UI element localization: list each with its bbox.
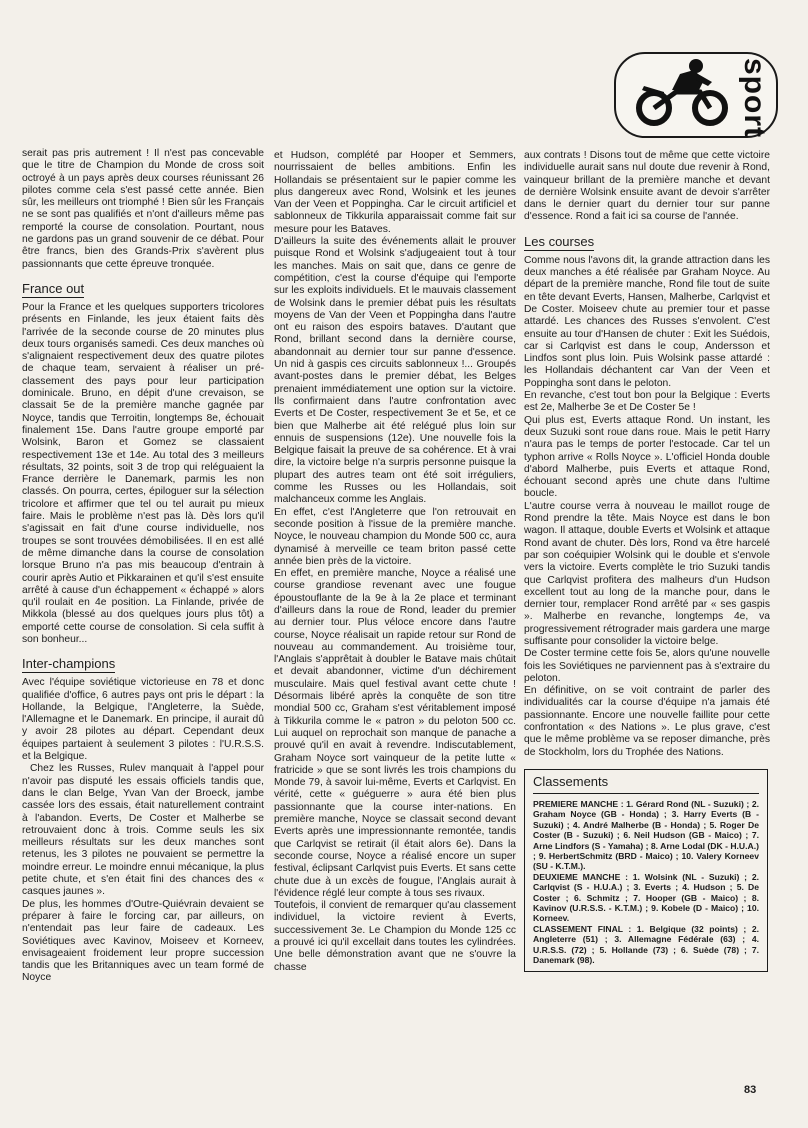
paragraph: Chez les Russes, Rulev manquait à l'appel pour n'avoir pas disputé les essais officiels tandis que, dans le clan Belge, Yvan Van der Broeck, jambe cassée lors des essais, était naturellement contraint à l'abandon. Everts, De Coster et Malherbe se retrouvaient donc à trois. Comme seuls les six meilleurs résultats sur les deux manches sont retenus, les 3 pilotes ne pouvaient se permettre la moindre erreur. Le moindre ennui mécanique, la plus petite chute, et s'en était fini des chances des « casques jaunes ». xyxy=(22,763,264,898)
paragraph: Avec l'équipe soviétique victorieuse en 78 et donc qualifiée d'office, 6 autres pays ont pris le départ : la Hollande, la Belgique, l'Angleterre, la Suède, l'Allemagne et le Danemark. En principe, il aurait dû y avoir 28 pilotes au départ. Cependant deux équipes partaient à seulement 3 pilotes : l'U.R.S.S. et la Belgique. xyxy=(22,677,264,763)
classements-box xyxy=(524,769,768,973)
paragraph: D'ailleurs la suite des événements allait le prouver puisque Rond et Wolsink s'adjugeaient tout à tour les manches. Mais on sait que, dans ce genre de compétition, c'est la course d'équipe qui l'emporte sur les exploits individuels. Et le mauvais classement de Wolsink dans le premier débat puis les résultats moyens de Van der Veen et Poppingha dans l'autre ont eu raison des espoirs bataves. D'autant que Rond, brillant second dans la dernière course, abandonnait au dernier tour sur panne d'essence. Un nid à gaspis ces circuits sablonneux !... Groupés avant-postes dans le premier débat, les Belges prenaient immédiatement une option sur la victoire. Ils confirmaient dans l'autre confrontation avec Everts et De Coster, respectivement 3e et 5e, et ce bien que Malherbe ait été relégué plus loin sur ennuis de suspensions (12e). Une nouvelle fois la Belgique faisait la preuve de sa cohérence. Et à vrai dire, la victoire belge n'a surpris personne puisque la plupart des autres team ont été soit irréguliers, comme les Russes ou les Hollandais, soit malchanceux comme les Anglais. xyxy=(274,236,516,506)
section-heading-inter-champions: Inter-champions xyxy=(22,656,116,672)
paragraph: De Coster termine cette fois 5e, alors qu'une nouvelle fois les Soviétiques ne parviennent pas à s'extraire du peloton. xyxy=(524,648,770,684)
paragraph: En revanche, c'est tout bon pour la Belgique : Everts est 2e, Malherbe 3e et De Coster 5e ! xyxy=(524,390,770,414)
paragraph: En définitive, on se voit contraint de parler des individualités car la course d'équipe n'a jamais été passionnante. Encore une nouvelle faillite pour cette confrontation « des Nations ». Le plus grave, c'est que le même problème va se reposer dimanche, près de Stockholm, lors du Trophée des Nations. xyxy=(524,685,770,758)
paragraph: Qui plus est, Everts attaque Rond. Un instant, les deux Suzuki sont roue dans roue. Mais le petit Harry n'aura pas le temps de porter l'estocade. Car tel un typhon arrive « Rolls Noyce ». L'officiel Honda double d'abord Malherbe, puis Everts et attaque Rond, échouant second après une chute dans l'ultime boucle. xyxy=(524,414,770,500)
classements-title: Classements xyxy=(533,774,759,794)
paragraph: En effet, en première manche, Noyce a réalisé une course grandiose revenant avec une fougue époustouflante de la 9e à la 2e place et terminant d'ailleurs dans la roue de Rond, leader du premier au dernier tour. Plus véloce encore dans l'autre course, Noyce réalisait un rapide retour sur Rond de nouveau au commandement. Au troisième tour, l'Anglais s'apprêtait à doubler le Batave mais chûtait et devait abandonner, victime d'un déchirement musculaire. Mais quel festival avant cette chute ! Désormais libéré après la conquête de son titre mondial 500 cc, Graham s'est véritablement imposé à Tikkurila comme le « patron » du peloton 500 cc. Lui auquel on reprochait son manque de panache a prouvé qu'il en avait à revendre. Indiscutablement, Graham Noyce sort vainqueur de la petite lutte « fratricide » que se sont livrés les trois champions du Monde 79, à savoir lui-même, Everts et Carlqvist. En vérité, cette « guéguerre » aura été bien plus passionnante que la course inter-nations. En première manche, Noyce se classait second devant Everts après une impressionnante remontée, tandis que Carlqvist se retirait (il était alors 6e). Dans la seconde course, Noyce a réalisé encore un super festival, éclipsant Carlqvist puis Everts. Et sans cette chute due à un excès de fougue, l'Anglais aurait à l'évidence réglé leur compte à tous ses rivaux. xyxy=(274,568,516,899)
article-column-2 xyxy=(274,150,516,974)
paragraph: Pour la France et les quelques supporters tricolores présents en Finlande, les jeux étaient faits dès l'arrivée de la seconde course de 20 minutes plus deux tours organisés samedi. Ces deux manches où s'alignaient respectivement deux des quatre pilotes de chaque team, servaient à réaliser un pré-classement des pays pour leur participation dominicale. Bruno, en dépit d'une crevaison, se classait 5e de la première manche gagnée par Noyce, tandis que Terroitin, longtemps 8e, échouait finalement 15e. Dans l'autre groupe emporté par Wolsink, Baron et Gomez se classaient respectivement 13e et 14e. Au total des 3 meilleurs résultats, 32 points, soit 3 de trop qui reléguaient la France derrière le Danemark, parmis les non classés. On pourra, certes, épiloguer sur la sélection tricolore et affirmer que tel ou tel aurait pu mieux faire. Mais le problème n'est pas là. Dès lors qu'il s'agissait en fait d'une course individuelle, nos troupes se sont trouvées démobilisées. Il en est allé de même dimanche dans la course de consolation lorsque Bruno n'a pas mis beaucoup d'entrain à courir après Autio et Pikkarainen et qu'il s'est ensuite arrêté à cause d'un échappement « échappé » alors qu'il roulait en 4e position. La Finlande, privée de Mikkola (blessé au dos quelques jours plus tôt) a emporté cette course de consolation. Si cela suffit à son bonheur... xyxy=(22,301,264,645)
paragraph: En effet, c'est l'Angleterre que l'on retrouvait en seconde position à l'issue de la première manche. Noyce, le nouveau champion du Monde 500 cc, aura dynamisé à merveille ce team briton passé cette année bien près de la victoire. xyxy=(274,506,516,567)
paragraph: aux contrats ! Disons tout de même que cette victoire individuelle aurait sans nul doute due revenir à Rond, vainqueur brillant de la première manche et devant de dernière Wolsink ensuite avant de devoir s'arrêter dans le dernier quart du dernier tour sur panne d'essence. Rond a fait ici sa course de l'année. xyxy=(524,150,770,223)
paragraph: Comme nous l'avons dit, la grande attraction dans les deux manches a été réalisée par Graham Noyce. Au départ de la première manche, Rond file tout de suite en tête devant Everts, Hansen, Malherbe, Carlqvist et De Coster. Moiseev chute au premier tour et passe attardé. Les chances des Russes s'envolent. C'est ensuite au tour d'Hansen de chuter : Exit les Suédois, car si Carlqvist est dans le coup, Andersson et Lindfos sont plus loin. Puis Wolsink passe attardé : les Hollandais déchantent car Van der Veen et Poppingha sont dans le peloton. xyxy=(524,254,770,389)
classement-premiere-manche: PREMIERE MANCHE : 1. Gérard Rond (NL - Suzuki) ; 2. Graham Noyce (GB - Honda) ; 3. Harry Everts (B - Suzuki) ; 4. André Malherbe (B - Honda) ; 5. Roger De Coster (B - Suzuki) ; 6. Neil Hudson (GB - Maico) ; 7. Arne Lindfors (S - Yamaha) ; 8. Arne Lodal (DK - H.U.A.) ; 9. HerbertSchmitz (BRD - Maico) ; 10. Valery Korneev (SU - K.T.M.). xyxy=(533,798,759,872)
paragraph: et Hudson, complété par Hooper et Semmers, nourrissaient de belles ambitions. Enfin les Hollandais se présentaient sur le papier comme les plus dangereux avec Rond, Wolsink et les jeunes Van der Veen et Poppingha. Car le circuit artificiel et sablonneux de Tikkurila apparaissait comme fait sur mesure pour les Bataves. xyxy=(274,150,516,235)
section-heading-les-courses: Les courses xyxy=(524,233,595,249)
sport-logo-text: sport xyxy=(738,58,771,138)
paragraph: Toutefois, il convient de remarquer qu'au classement individuel, la victoire revient à Everts, successivement 3e. Le Champion du Monde 125 cc a prouvé ici qu'il excellait dans toutes les cylindrées. Une belle démonstration avant que ne s'ouvre la chasse xyxy=(274,900,516,973)
classement-deuxieme-manche: DEUXIEME MANCHE : 1. Wolsink (NL - Suzuki) ; 2. Carlqvist (S - H.U.A.) ; 3. Everts ; 4. Hudson ; 5. De Coster ; 6. Schmitz ; 7. Hooper (GB - Maico) ; 8. Kavinov (U.R.S.S. - K.T.M.) ; 9. Kobele (D - Maico) ; 10. Korneev. xyxy=(533,871,759,924)
paragraph: De plus, les hommes d'Outre-Quiévrain devaient se préparer à faire le forcing car, par ailleurs, on n'entendait pas leur faire de cadeaux. Les Soviétiques avec Kavinov, Moiseev et Korneev, envisageaient froidement leur propre succession tandis que les Britanniques avec un team formé de Noyce xyxy=(22,898,264,984)
article-column-3 xyxy=(524,150,770,972)
article-column-1 xyxy=(22,148,264,985)
sport-logo xyxy=(614,52,778,138)
page-number: 83 xyxy=(744,1084,757,1096)
paragraph: L'autre course verra à nouveau le maillot rouge de Rond prendre la tête. Mais Noyce est dans le bon wagon. Il attaque, double Everts et Wolsink et attaque Rond avant de chuter. Dès lors, Rond va être harcelé par son coéquipier Wolsink qui le double et s'envole vers la victoire. Everts complète le trio Suzuki tandis que Carlqvist profitera des malheurs d'un Hudson excellent tout au long de la manche pour, dans le dernier tour, remplacer Rond arrêté par « ses gaspis ». Malherbe en revanche, longtemps 4e, va progressivement rétrograder mais gardera une marge suffisante pour consolider la victoire belge. xyxy=(524,500,770,647)
paragraph: serait pas pris autrement ! Il n'est pas concevable que le titre de Champion du Monde de cross soit octroyé à un pays après deux courses réunissant 26 pilotes comme cela s'est passé cette année. Bien sûr, les meilleurs ont triomphé ! Bien sûr les Français ne se sont pas qualifiés et n'ont d'ailleurs même pas remporté la course de consolation. Pourtant, nous ne gardons pas un grand souvenir de ce débat. Pour être francs, bien des Grands-Prix s'avèrent plus passionnants que cette épreuve tronquée. xyxy=(22,148,264,270)
classement-final: CLASSEMENT FINAL : 1. Belgique (32 points) ; 2. Angleterre (51) ; 3. Allemagne Fédérale (63) ; 4. U.R.S.S. (72) ; 5. Hollande (73) ; 6. Suède (78) ; 7. Danemark (98). xyxy=(533,923,759,966)
section-heading-france-out: France out xyxy=(22,280,85,296)
